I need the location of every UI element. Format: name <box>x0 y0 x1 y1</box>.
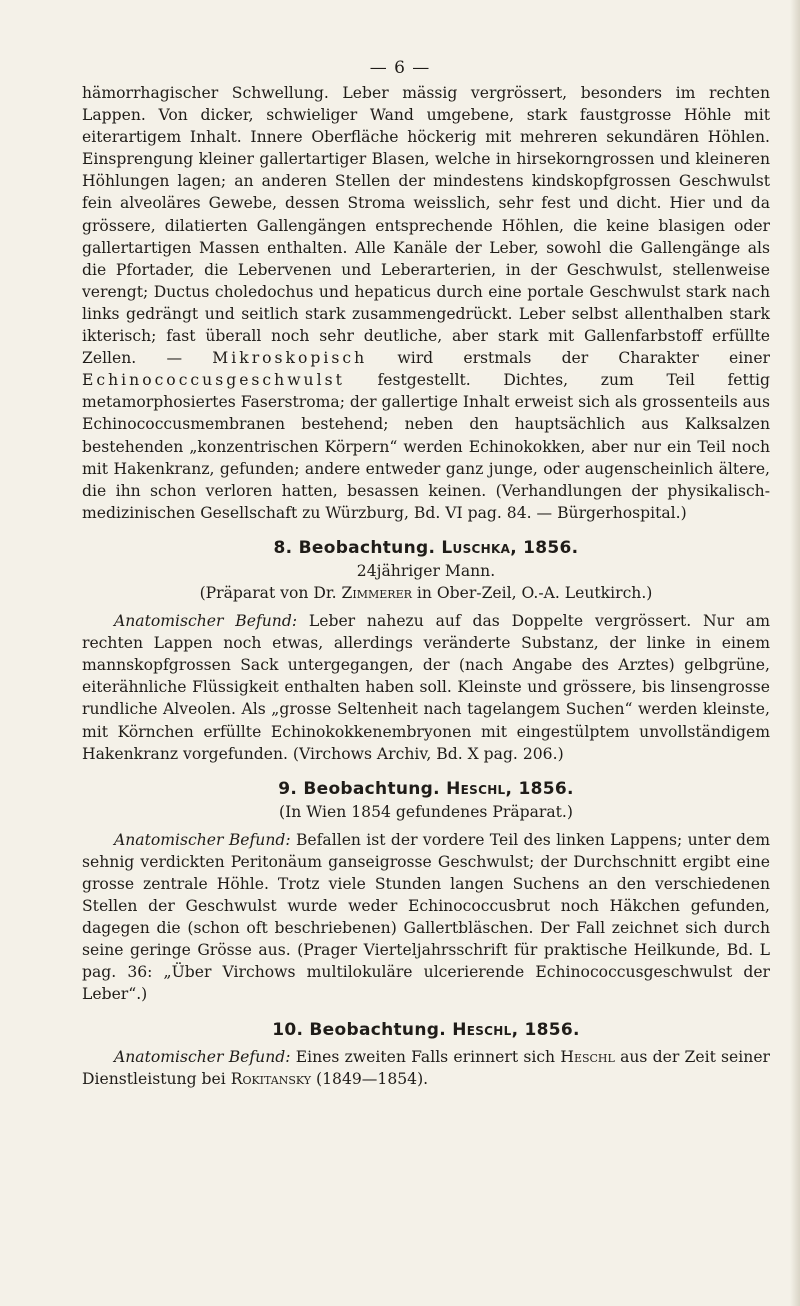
paragraph-continuation: hämorrhagischer Schwellung. Leber mässig vergrössert, besonders im rechten Lappen. Von dicker, schwieliger Wand umgebene, stark faustgrosse Höhle mit eiterartigem Inhalt. Innere Oberfläche höckerig mit mehreren sekundären Höhlen. Einsprengung kleiner gallertartiger Blasen, welche in hirsekorngrossen und kleineren Höhlungen lagen; an anderen Stellen der mindestens kindskopfgrossen Geschwulst fein alveoläres Gewebe, dessen Stroma weisslich, sehr fest und dicht. Hier und da grössere, dilatierten Gallengängen entsprechende Höhlen, die keine blasigen oder gallertartigen Massen enthalten. Alle Kanäle der Leber, sowohl die Gallengänge als die Pfortader, die Lebervenen und Leberarterien, in der Geschwulst, stellenweise verengt; Ductus choledochus und hepaticus durch eine portale Geschwulst stark nach links gedrängt und seitlich stark zusammengedrückt. Leber selbst allenthalben stark ikterisch; fast überall noch sehr deutliche, aber stark mit Gallenfarbstoff erfüllte Zellen. — Mikroskopisch wird erstmals der Charakter einer Echinococcusgeschwulst festgestellt. Dichtes, zum Teil fettig metamorphosiertes Faserstroma; der gallertige Inhalt erweist sich als grossenteils aus Echinococcusmembranen bestehend; neben den hauptsächlich aus Kalksalzen bestehenden „konzentrischen Körpern“ werden Echinokokken, aber nur ein Teil noch mit Hakenkranz, gefunden; andere entweder ganz junge, oder augenscheinlich ältere, die ihn schon verloren hatten, besassen keinen. (Verhandlungen der physikalisch-medizinischen Gesellschaft zu Würzburg, Bd. VI pag. 84. — Bürgerhospital.) <box>82 84 770 522</box>
patient-line: 24jähriger Mann. <box>356 561 496 580</box>
page-number: — 6 — <box>369 58 431 78</box>
findings-observation-10: Anatomischer Befund: Eines zweiten Falls erinnert sich Heschl aus der Zeit seiner Dienstleistung bei Rokitansky (1849—1854). <box>82 1047 771 1088</box>
page-edge-shadow <box>790 0 800 1306</box>
page-body <box>82 62 770 1090</box>
findings-observation-8: Anatomischer Befund: Leber nahezu auf das Doppelte vergrössert. Nur am rechten Lappen noch etwas, allerdings veränderte Substanz, der linke in einem mannskopfgrossen Sack untergegangen, der (nach Angabe des Arztes) gelbgrüne, eiterähnliche Flüssigkeit enthalten haben soll. Kleinste und grössere, bis linsengrosse rundliche Alveolen. Als „grosse Seltenheit nach tagelangem Suchen“ werden kleinste, mit Körnchen erfüllte Echinokokkenembryonen mit eingestülptem unvollständigem Hakenkranz vorgefunden. (Virchows Archiv, Bd. X pag. 206.) <box>82 612 770 763</box>
preparation-line: (In Wien 1854 gefundenes Präparat.) <box>279 802 573 821</box>
heading-observation-9: 9. Beobachtung. Heschl, 1856. <box>278 778 574 799</box>
preparation-line: (Präparat von Dr. Zimmerer in Ober-Zeil, O.-A. Leutkirch.) <box>199 583 653 602</box>
emphasis-echinococcus: Echinococcusgeschwulst <box>82 371 345 390</box>
heading-observation-8: 8. Beobachtung. Luschka, 1856. <box>273 537 579 558</box>
emphasis-mikroskopisch: Mikroskopisch <box>212 349 368 368</box>
findings-observation-9: Anatomischer Befund: Befallen ist der vordere Teil des linken Lappens; unter dem sehnig verdickten Peritonäum ganseigrosse Geschwulst; der Durchschnitt ergibt eine grosse zentrale Höhle. Trotz viele Stunden langen Suchens an den verschiedenen Stellen der Geschwulst wurde weder Echinococcusbrut noch Häkchen gefunden, dagegen die (schon oft beschriebenen) Gallertbläschen. Der Fall zeichnet sich durch seine geringe Grösse aus. (Prager Vierteljahrsschrift für praktische Heilkunde, Bd. L pag. 36: „Über Virchows multilokuläre ulcerierende Echinococcusgeschwulst der Leber“.) <box>82 830 770 1004</box>
heading-observation-10: 10. Beobachtung. Heschl, 1856. <box>272 1019 580 1040</box>
